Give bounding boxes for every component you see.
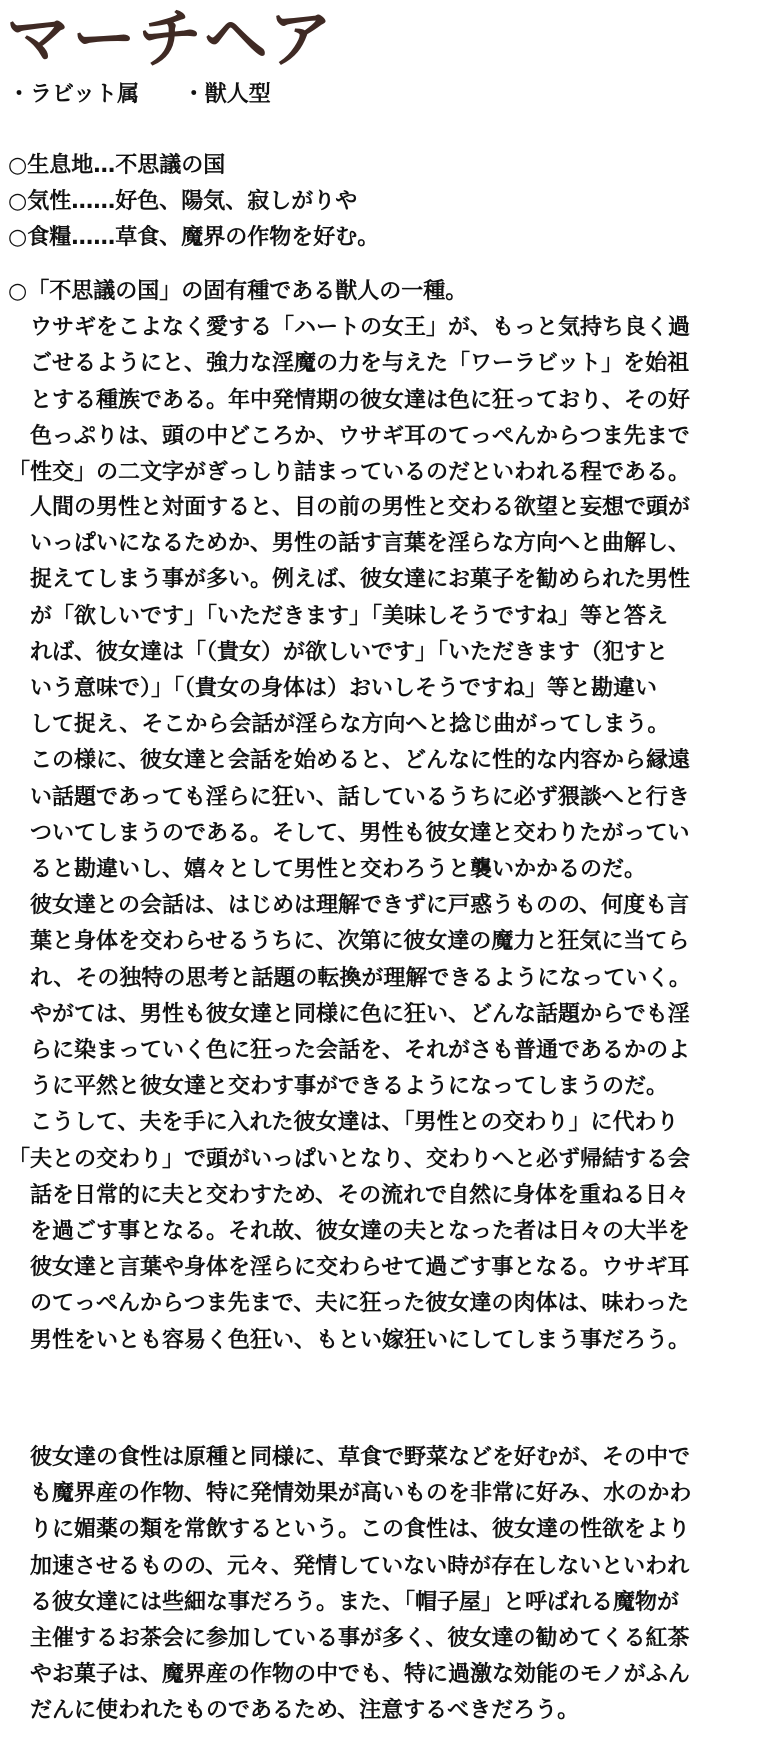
paragraph-line: を過ごす事となる。それ故、彼女達の夫となった者は日々の大半を	[8, 1219, 691, 1245]
paragraph-line: ○「不思議の国」の固有種である獣人の一種。	[8, 279, 468, 304]
paragraph-line: 「夫との交わり」で頭がいっぱいとなり、交わりへと必ず帰結する会	[8, 1146, 691, 1172]
paragraph-line: 話を日常的に夫と交わすため、その流れで自然に身体を重ねる日々	[8, 1182, 690, 1208]
paragraph-line: い話題であっても淫らに狂い、話しているうちに必ず猥談へと行き	[8, 784, 690, 810]
paragraph-line: 主催するお茶会に参加している事が多く、彼女達の勧めてくる紅茶	[8, 1626, 690, 1652]
paragraph-line: 色っぷりは、頭の中どころか、ウサギ耳のてっぺんからつま先まで	[8, 423, 690, 449]
paragraph-line: やお菓子は、魔界産の作物の中でも、特に過激な効能のモノがふん	[8, 1662, 690, 1688]
paragraph-line: 男性をいとも容易く色狂い、もとい嫁狂いにしてしまう事だろう。	[8, 1327, 691, 1353]
paragraph-line: だんに使われたものであるため、注意するべきだろう。	[8, 1698, 580, 1724]
paragraph-line: 「性交」の二文字がぎっしり詰まっているのだといわれる程である。	[8, 460, 691, 486]
paragraph-line: いっぱいになるためか、男性の話す言葉を淫らな方向へと曲解し、	[8, 531, 691, 557]
section-behavior	[8, 490, 691, 1359]
bullet-list	[8, 148, 379, 257]
paragraph-line: いう意味で）」「（貴女の身体は）おいしそうですね」等と勘違い	[8, 676, 658, 702]
tag-type: ・獣人型	[182, 82, 271, 107]
paragraph-line: 彼女達の食性は原種と同様に、草食で野菜などを好むが、その中で	[8, 1445, 691, 1470]
paragraph-line: ついてしまうのである。そして、男性も彼女達と交わりたがってい	[8, 820, 690, 846]
paragraph-line: ウサギをこよなく愛する「ハートの女王」が、もっと気持ち良く過	[8, 315, 691, 341]
paragraph-line: ごせるようにと、強力な淫魔の力を与えた「ワーラビット」を始祖	[8, 351, 690, 377]
classification-tags	[8, 78, 307, 112]
paragraph-line: 葉と身体を交わらせるうちに、次第に彼女達の魔力と狂気に当てら	[8, 929, 690, 955]
bullet-diet: ○食糧……草食、魔界の作物を好む。	[8, 225, 380, 251]
paragraph-line: して捉え、そこから会話が淫らな方向へと捻じ曲がってしまう。	[8, 712, 670, 738]
paragraph-line: らに染まっていく色に狂った会話を、それがさも普通であるかのよ	[8, 1038, 691, 1064]
paragraph-line: ると勘違いし、嬉々として男性と交わろうと襲いかかるのだ。	[8, 857, 647, 883]
paragraph-line: 捉えてしまう事が多い。例えば、彼女達にお菓子を勧められた男性	[8, 567, 691, 593]
page-title: マーチヘア	[6, 3, 335, 77]
paragraph-line: やがては、男性も彼女達と同様に色に狂い、どんな話題からでも淫	[8, 1001, 690, 1027]
paragraph-line: 人間の男性と対面すると、目の前の男性と交わる欲望と妄想で頭が	[8, 495, 691, 520]
paragraph-line: 彼女達と言葉や身体を淫らに交わらせて過ごす事となる。ウサギ耳	[8, 1255, 690, 1281]
paragraph-line: りに媚薬の類を常飲するという。この食性は、彼女達の性欲をより	[8, 1517, 691, 1543]
bullet-habitat: ○生息地…不思議の国	[8, 153, 226, 178]
paragraph-line: れ、その独特の思考と話題の転換が理解できるようになっていく。	[8, 965, 691, 991]
paragraph-line: こうして、夫を手に入れた彼女達は、「男性との交わり」に代わり	[8, 1110, 679, 1136]
paragraph-line: 彼女達との会話は、はじめは理解できずに戸惑うものの、何度も言	[8, 893, 690, 919]
paragraph-line: る彼女達には些細な事だろう。また、「帽子屋」と呼ばれる魔物が	[8, 1589, 680, 1615]
paragraph-line: のてっぺんからつま先まで、夫に狂った彼女達の肉体は、味わった	[8, 1291, 690, 1317]
section-intro	[8, 274, 690, 491]
section-diet	[8, 1440, 691, 1730]
paragraph-line: も魔界産の作物、特に発情効果が高いものを非常に好み、水のかわ	[8, 1481, 692, 1507]
bullet-temperament: ○気性……好色、陽気、寂しがりや	[8, 189, 358, 215]
paragraph-line: とする種族である。年中発情期の彼女達は色に狂っており、その好	[8, 387, 691, 413]
tag-genus: ・ラビット属	[8, 82, 140, 107]
paragraph-line: 加速させるものの、元々、発情していない時が存在しないといわれ	[8, 1553, 690, 1579]
paragraph-line: が「欲しいです」「いただきます」「美味しそうですね」等と答え	[8, 603, 669, 629]
paragraph-line: れば、彼女達は「（貴女）が欲しいです」「いただきます（犯すと	[8, 639, 669, 665]
paragraph-line: うに平然と彼女達と交わす事ができるようになってしまうのだ。	[8, 1074, 669, 1100]
paragraph-line: この様に、彼女達と会話を始めると、どんなに性的な内容から縁遠	[8, 748, 691, 774]
